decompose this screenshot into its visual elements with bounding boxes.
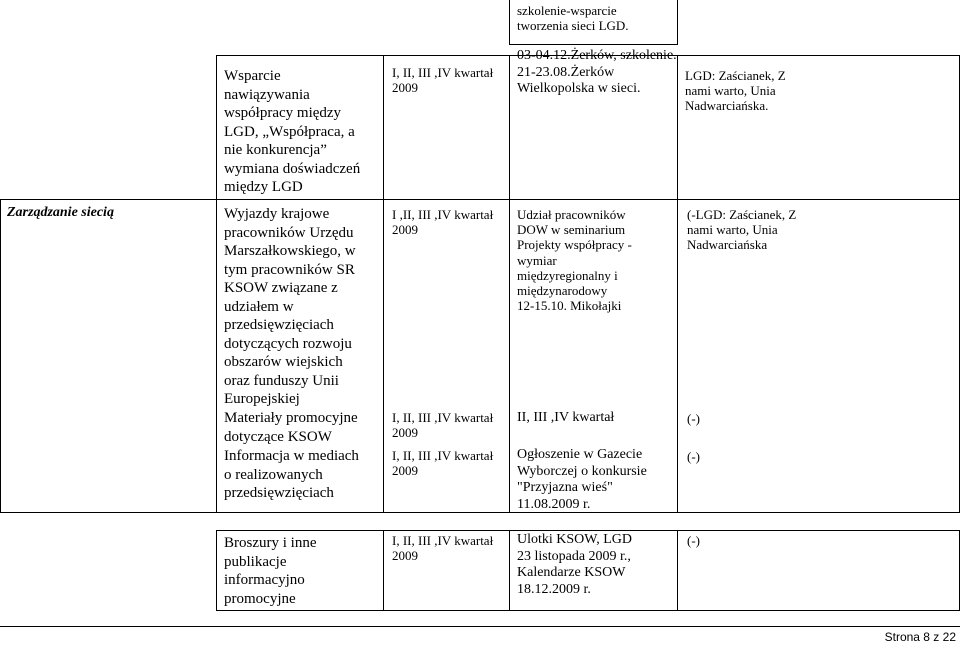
grid-line (0, 512, 960, 513)
grid-line (677, 55, 678, 513)
grid-line (509, 0, 510, 45)
row3-action: Materiały promocyjne dotyczące KSOW (224, 410, 358, 445)
row5-period: I, II, III ,IV kwartał 2009 (392, 533, 494, 564)
top-fragment-details: szkolenie-wsparcie tworzenia sieci LGD. (517, 3, 629, 34)
row1-details: 03-04.12.Żerków, szkolenie. 21-23.08.Żerków Wielkopolska w sieci. (517, 48, 677, 97)
grid-line (216, 530, 960, 531)
grid-line (383, 530, 384, 611)
grid-line (216, 530, 217, 611)
row4-details: Ogłoszenie w Gazecie Wyborczej o konkursie "Przyjazna wieś" 11.08.2009 r. (517, 447, 647, 512)
grid-line (509, 44, 678, 45)
row4-action: Informacja w mediach o realizowanych przedsięwzięciach (224, 448, 359, 501)
row1-partners: LGD: Zaścianek, Z nami warto, Unia Nadwarciańska. (685, 68, 786, 114)
row5-details: Ulotki KSOW, LGD 23 listopada 2009 r., Kalendarze KSOW 18.12.2009 r. (517, 532, 632, 597)
page-number: Strona 8 z 22 (884, 630, 956, 644)
row3-partners: (-) (687, 411, 700, 426)
grid-line (0, 199, 1, 513)
grid-line (509, 55, 510, 513)
grid-line (677, 530, 678, 611)
row1-period: I, II, III ,IV kwartał 2009 (392, 65, 494, 96)
row4-partners: (-) (687, 449, 700, 464)
section-label: Zarządzanie siecią (7, 205, 114, 220)
row5-action: Broszury i inne publikacje informacyjno promocyjne (224, 535, 317, 607)
footer-rule (0, 626, 960, 627)
grid-line (383, 55, 384, 513)
row3-details: II, III ,IV kwartał (517, 410, 615, 425)
grid-line (216, 55, 217, 513)
row5-partners: (-) (687, 533, 700, 548)
grid-line (216, 610, 960, 611)
row2-details: Udział pracowników DOW w seminarium Projekty współpracy - wymiar międzyregionalny i międzynarodowy 12-15.10. Mikołajki (517, 207, 632, 314)
row2-partners: (-LGD: Zaścianek, Z nami warto, Unia Nadwarciańska (687, 207, 797, 253)
row2-period: I ,II, III ,IV kwartał 2009 (392, 207, 494, 238)
row2-action: Wyjazdy krajowe pracowników Urzędu Marszałkowskiego, w tym pracowników SR KSOW związane z udziałem w przedsięwzięciach dotyczących rozwoju obszarów wiejskich oraz funduszy Unii Europejskiej (224, 206, 356, 407)
grid-line (677, 0, 678, 45)
row1-action: Wsparcie nawiązywania współpracy między LGD, „Współpraca, a nie konkurencja” wymiana doświadczeń między LGD (224, 68, 361, 195)
grid-line (0, 199, 960, 200)
row3-period: I, II, III ,IV kwartał 2009 (392, 410, 494, 441)
row4-period: I, II, III ,IV kwartał 2009 (392, 448, 494, 479)
